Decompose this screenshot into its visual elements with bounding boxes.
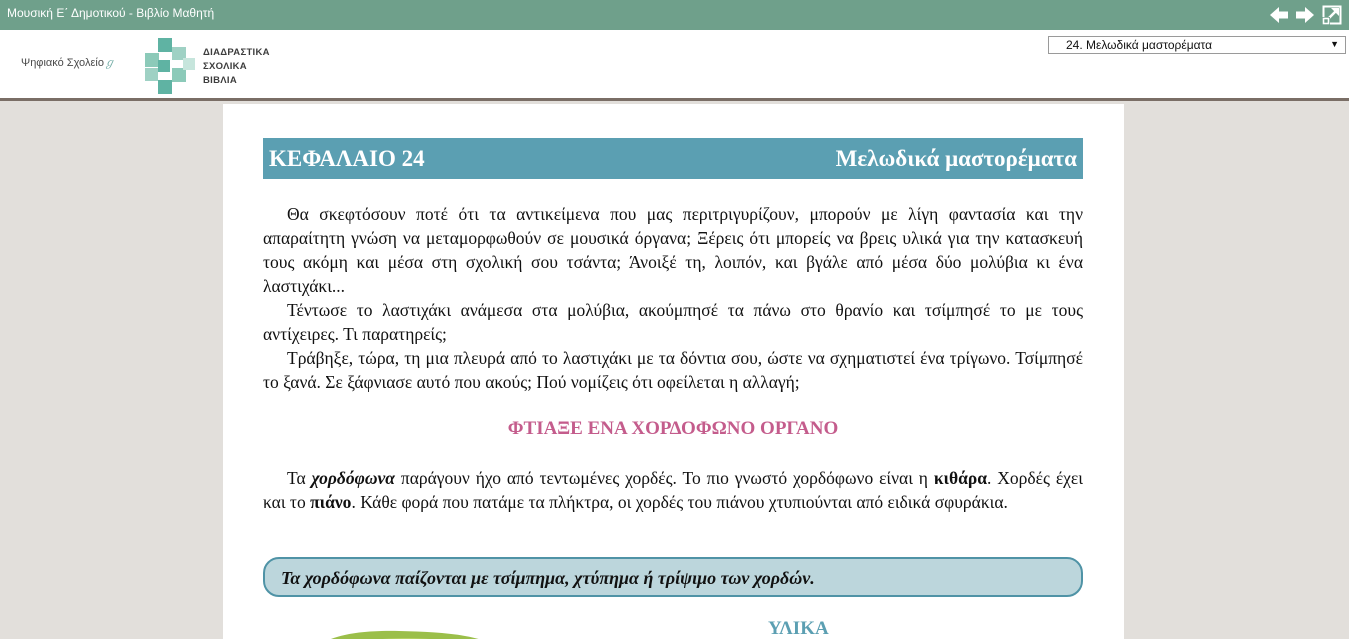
- materials-illustration: [309, 626, 499, 639]
- p4-text-1: Τα: [287, 468, 312, 488]
- swirl-mark: ℊ: [103, 57, 115, 69]
- chevron-down-icon: ▼: [1330, 39, 1339, 49]
- term-chordophones: χορδόφωνα: [311, 468, 395, 488]
- fullscreen-icon: [1321, 4, 1343, 26]
- back-button[interactable]: [1268, 4, 1290, 26]
- section-title: ΦΤΙΑΞΕ ΕΝΑ ΧΟΡΔΟΦΩΝΟ ΟΡΓΑΝΟ: [507, 418, 839, 439]
- materials-title: ΥΛΙΚΑ: [768, 618, 829, 639]
- logo-line-1: ΔΙΑΔΡΑΣΤΙΚΑ: [203, 47, 270, 58]
- book-page: [223, 104, 1124, 639]
- school-brand-text: Ψηφιακό Σχολείο: [21, 57, 104, 69]
- p4-text-3: . Χορδές έχει και το: [263, 468, 1083, 512]
- note-box: [263, 557, 1083, 597]
- app-header: [0, 30, 1349, 101]
- arrow-right-icon: [1294, 4, 1316, 26]
- paragraph-chordophones: [263, 466, 1083, 514]
- digital-school-logo[interactable]: [21, 54, 115, 70]
- paragraph-intro: Θα σκεφτόσουν ποτέ ότι τα αντικείμενα που μας περιτριγυρίζουν, μπορούν με λίγη φαντασία και την απαραίτητη γνώση να μεταμορφωθούν σε μουσικά όργανα; Ξέρεις ότι μπορείς να βρεις υλικά για την κατασκευή τους ακόμη και μέσα στη σχολική σου τσάντα; Άνοιξέ τη, λοιπόν, και βγάλε από μέσα δύο μολύβια κι ένα λαστιχάκι...: [263, 204, 1083, 296]
- fullscreen-button[interactable]: [1321, 4, 1343, 26]
- interactive-books-logo-icon: [145, 38, 195, 94]
- note-text: Τα χορδόφωνα παίζονται με τσίμπημα, χτύπημα ή τρίψιμο των χορδών.: [281, 568, 815, 588]
- chapter-select-value: 24. Μελωδικά μαστορέματα: [1066, 38, 1213, 52]
- window-title: Μουσική Ε΄ Δημοτικού - Βιβλίο Μαθητή: [7, 6, 215, 20]
- title-bar: [0, 0, 1349, 30]
- paragraph-stretch: Τέντωσε το λαστιχάκι ανάμεσα στα μολύβια, ακούμπησέ τα πάνω στο θρανίο και τσίμπησέ το με τους αντίχειρες. Τι παρατηρείς;: [263, 300, 1083, 344]
- paragraph-pull: Τράβηξε, τώρα, τη μια πλευρά από το λαστιχάκι με τα δόντια σου, ώστε να σχηματιστεί ένα τρίγωνο. Τσίμπησέ το ξανά. Σε ξάφνιασε αυτό που ακούς; Πού νομίζεις ότι οφείλεται η αλλαγή;: [263, 348, 1083, 392]
- logo-line-3: ΒΙΒΛΙΑ: [203, 75, 237, 86]
- p4-text-2: παράγουν ήχο από τεντωμένες χορδές. Το πιο γνωστό χορδόφωνο είναι η: [394, 468, 934, 488]
- interactive-books-label: [203, 46, 270, 88]
- forward-button[interactable]: [1294, 4, 1316, 26]
- logo-line-2: ΣΧΟΛΙΚΑ: [203, 61, 247, 72]
- term-guitar: κιθάρα: [933, 468, 988, 488]
- arrow-left-icon: [1268, 4, 1290, 26]
- chapter-name: Μελωδικά μαστορέματα: [835, 146, 1077, 171]
- chapter-select[interactable]: [1048, 36, 1346, 54]
- term-piano: πιάνο: [310, 492, 352, 512]
- chapter-heading-bar: [263, 138, 1083, 179]
- p4-text-4: . Κάθε φορά που πατάμε τα πλήκτρα, οι χορδές του πιάνου χτυπιούνται από ειδικά σφυράκια.: [351, 492, 1008, 512]
- chapter-number: ΚΕΦΑΛΑΙΟ 24: [269, 146, 425, 171]
